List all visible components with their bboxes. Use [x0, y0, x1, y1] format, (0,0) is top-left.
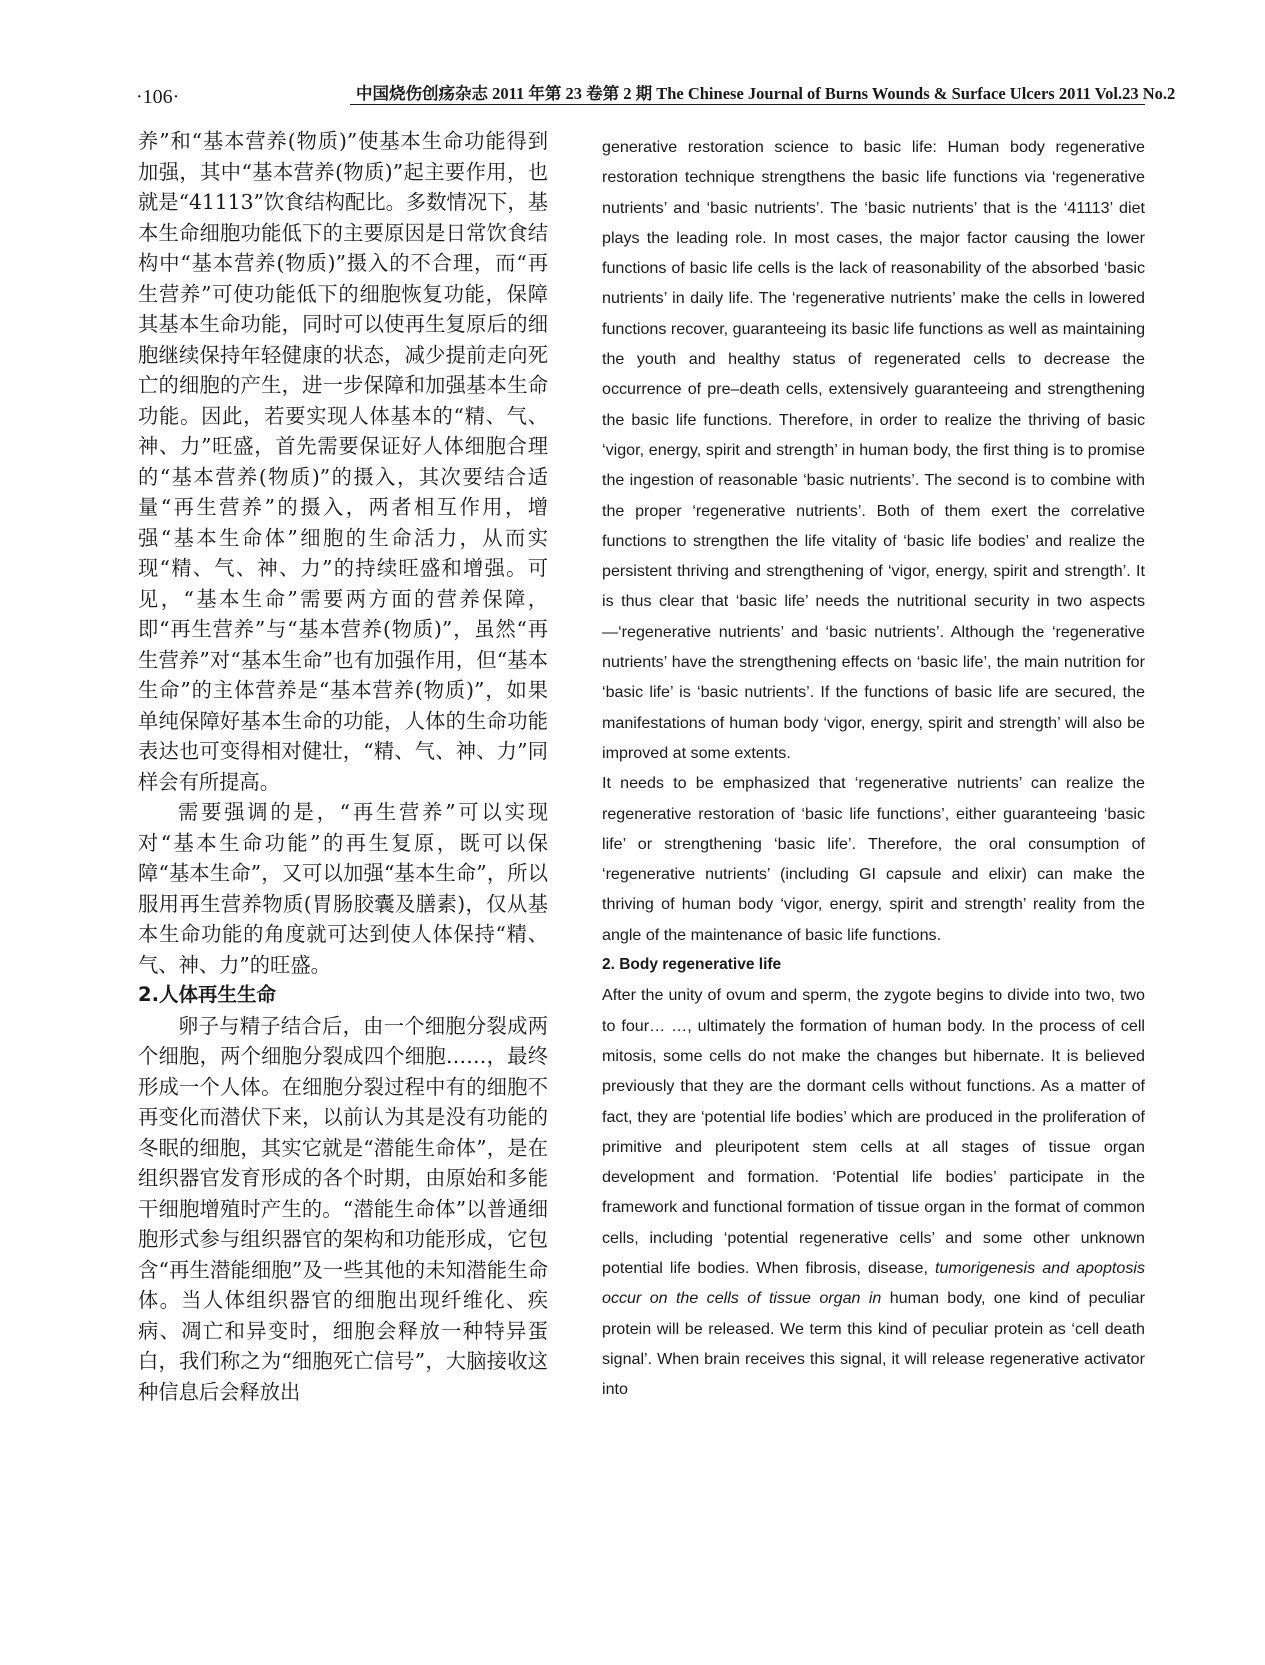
header-rule	[350, 104, 1145, 105]
en-paragraph-3-italic: tumorigenesis and apoptosis occur on the cells of tissue organ in	[602, 1258, 1145, 1308]
en-paragraph-2: It needs to be emphasized that ‘regenerative nutrients’ can realize the regenerative restoration of ‘basic life functions’, either guaranteeing ‘basic life’ or strengthening ‘basic life’. Therefore, the oral consumption of ‘regenerative nutrients’ (including GI capsule and elixir) can make the thriving of human body ‘vigor, energy, spirit and strength’ reality from the angle of the maintenance of basic life functions.	[602, 774, 1145, 944]
en-paragraph-3-start: After the unity of ovum and sperm, the zygote begins to divide into two, two to four… …, ultimately the formation of human body. In the process of cell mitosis, some cells do not make the changes but hibernate. It is believed previously that they are the dormant cells without functions. As a matter of fact, they are ‘potential life bodies’ which are produced in the proliferation of primitive and pleuripotent stem cells at all stages of tissue organ development and formation. ‘Potential life bodies’ participate in the framework and functional formation of tissue organ in the format of common cells, including ‘potential regenerative cells’ and some other unknown potential life bodies. When fibrosis, disease,	[602, 986, 1145, 1277]
page-number: ·106·	[136, 86, 180, 108]
cn-paragraph-2: 需要强调的是，“再生营养”可以实现对“基本生命功能”的再生复原，既可以保障“基本生命”，又可以加强“基本生命”，所以服用再生营养物质(胃肠胶囊及膳素)，仅从基本生命功能的角度就可达到使人体保持“精、气、神、力”的旺盛。	[138, 800, 548, 977]
english-text-column	[602, 132, 1145, 1404]
cn-paragraph-1: 养”和“基本营养(物质)”使基本生命功能得到加强，其中“基本营养(物质)”起主要作用，也就是“41113”饮食结构配比。多数情况下，基本生命细胞功能低下的主要原因是日常饮食结构中“基本营养(物质)”摄入的不合理，而“再生营养”可使功能低下的细胞恢复功能，保障其基本生命功能，同时可以使再生复原后的细胞继续保持年轻健康的状态，减少提前走向死亡的细胞的产生，进一步保障和加强基本生命功能。因此，若要实现人体基本的“精、气、神、力”旺盛，首先需要保证好人体细胞合理的“基本营养(物质)”的摄入，其次要结合适量“再生营养”的摄入，两者相互作用，增强“基本生命体”细胞的生命活力，从而实现“精、气、神、力”的持续旺盛和增强。可见，“基本生命”需要两方面的营养保障，即“再生营养”与“基本营养(物质)”，虽然“再生营养”对“基本生命”也有加强作用，但“基本生命”的主体营养是“基本营养(物质)”，如果单纯保障好基本生命的功能，人体的生命功能表达也可变得相对健壮，“精、气、神、力”同样会有所提高。	[138, 129, 548, 794]
en-paragraph-3	[602, 980, 1145, 1404]
chinese-text-column	[138, 126, 548, 1407]
cn-section-heading: 2.人体再生生命	[138, 983, 276, 1006]
en-paragraph-1: generative restoration science to basic life: Human body regenerative restoration technique strengthens the basic life functions via ‘regenerative nutrients’ and ‘basic nutrients’. The ‘basic nutrients’ that is the ‘41113’ diet plays the leading role. In most cases, the major factor causing the lower functions of basic life cells is the lack of reasonability of the absorbed ‘basic nutrients’ in daily life. The ‘regenerative nutrients’ make the cells in lowered functions recover, guaranteeing its basic life functions as well as maintaining the youth and healthy status of regenerated cells to decrease the occurrence of pre–death cells, extensively guaranteeing and strengthening the basic life functions. Therefore, in order to realize the thriving of basic ‘vigor, energy, spirit and strength’ in human body, the first thing is to promise the ingestion of reasonable ‘basic nutrients’. The second is to combine with the proper ‘regenerative nutrients’. Both of them exert the correlative functions to strengthen the life vitality of ‘basic life bodies’ and realize the persistent thriving and strengthening of ‘vigor, energy, spirit and strength’. It is thus clear that ‘basic life’ needs the nutritional security in two aspects—‘regenerative nutrients’ and ‘basic nutrients’. Although the ‘regenerative nutrients’ have the strengthening effects on ‘basic life’, the main nutrition for ‘basic life’ is ‘basic nutrients’. If the functions of basic life are secured, the manifestations of human body ‘vigor, energy, spirit and strength’ will also be improved at some extents.	[602, 138, 1146, 762]
cn-paragraph-3: 卵子与精子结合后，由一个细胞分裂成两个细胞，两个细胞分裂成四个细胞……，最终形成一个人体。在细胞分裂过程中有的细胞不再变化而潜伏下来，以前认为其是没有功能的冬眠的细胞，其实它就是“潜能生命体”，是在组织器官发育形成的各个时期，由原始和多能干细胞增殖时产生的。“潜能生命体”以普通细胞形式参与组织器官的架构和功能形成，它包含“再生潜能细胞”及一些其他的未知潜能生命体。当人体组织器官的细胞出现纤维化、疾病、凋亡和异变时，细胞会释放一种特异蛋白，我们称之为“细胞死亡信号”，大脑接收这种信息后会释放出	[138, 1013, 548, 1404]
running-header: 中国烧伤创疡杂志 2011 年第 23 卷第 2 期 The Chinese Journal of Burns Wounds & Surface Ulcers 2011 Vol.23 No.2	[356, 84, 1176, 103]
en-section-heading: 2. Body regenerative life	[602, 956, 782, 974]
en-paragraph-3-end: human body, one kind of peculiar protein will be released. We term this kind of peculiar protein as ‘cell death signal’. When brain receives this signal, it will release regenerative activator into	[602, 1289, 1145, 1399]
